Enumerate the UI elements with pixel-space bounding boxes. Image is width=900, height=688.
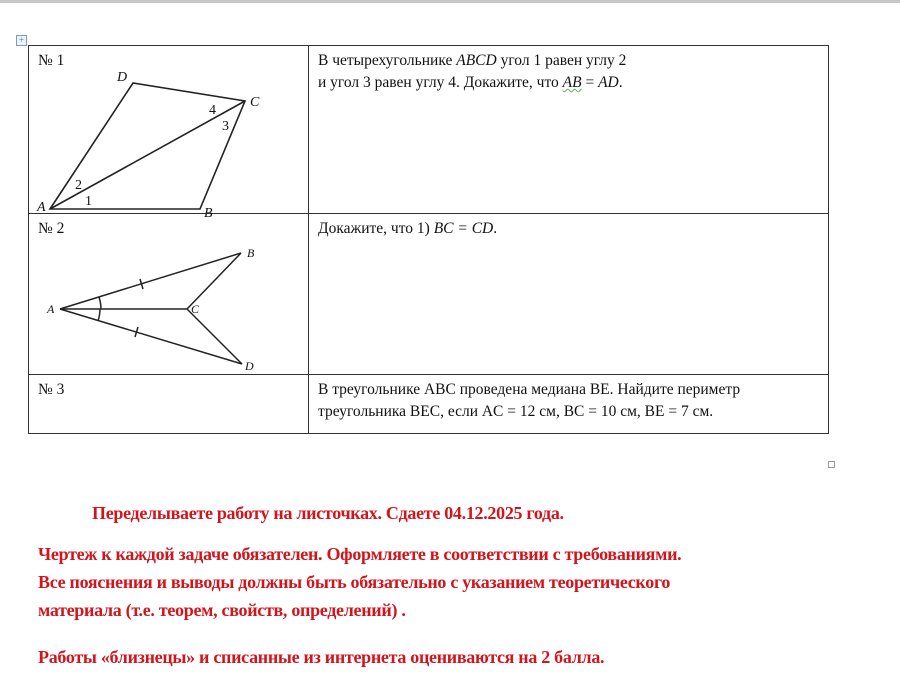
point-label-c: C [191,302,200,316]
point-label-b: B [247,246,255,260]
angle-label-4: 4 [209,103,216,118]
task-text: . [618,74,623,91]
task-text: В четырехугольнике [318,52,457,69]
task-2-text-cell [309,214,829,375]
table-move-handle-icon[interactable]: + [16,35,27,46]
task-number: № 1 [38,52,65,69]
window-top-border [0,0,900,3]
point-label-b: B [204,206,213,221]
note-theory: материала (т.е. теорем, свойств, определений) . [38,600,406,620]
task-1-figure-cell [29,46,309,214]
note-explanations: Все пояснения и выводы должны быть обязательно с указанием теоретического [38,572,671,592]
task-number: № 2 [38,220,65,237]
task-text: . [493,220,498,237]
task-text: BC = CD [433,220,494,237]
note-requirements: Чертеж к каждой задаче обязателен. Оформляете в соответствии с требованиями. [38,544,682,564]
table-row [29,214,829,375]
task-number: № 3 [38,381,65,398]
task-3-text-cell [309,375,829,434]
task-text: = [581,74,599,91]
table-resize-handle[interactable] [828,461,835,468]
point-label-a: A [37,200,46,215]
task-1-text-cell [309,46,829,214]
note-deadline: Переделываете работу на листочках. Сдаете 04.12.2025 года. [92,503,564,523]
task-text: AD [598,74,619,91]
point-label-d: D [117,70,128,85]
angle-label-3: 3 [222,119,229,134]
task-text: Докажите, что 1) [318,220,434,237]
task-2-figure-cell [29,214,309,375]
task-text: В треугольнике ABC проведена медиана BE. Найдите периметр треугольника BEC, если AC = 12 см, BC = 10 см, BE = 7 см. [318,381,741,420]
task-text: и угол 3 равен углу 4. Докажите, что [318,74,563,91]
tasks-table [28,45,829,434]
task-text: угол 1 равен углу 2 [496,52,627,69]
point-label-d: D [245,359,254,373]
task-text: AB [562,74,582,91]
point-label-a: A [47,302,55,316]
table-row [29,46,829,214]
task-3-number-cell [29,375,309,434]
task-text: ABCD [456,52,497,69]
angle-label-2: 2 [75,178,82,193]
note-grading: Работы «близнецы» и списанные из интернета оцениваются на 2 балла. [38,647,605,667]
table-row [29,375,829,434]
point-label-c: C [250,95,260,110]
angle-label-1: 1 [85,194,92,209]
